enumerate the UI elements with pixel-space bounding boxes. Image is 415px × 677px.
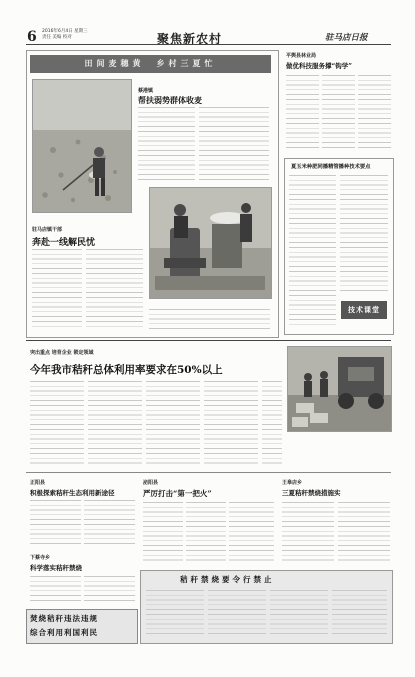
- main-body-5: [262, 381, 282, 465]
- bottom-rule: [26, 472, 391, 473]
- bottom-bar-body-2: [208, 590, 266, 638]
- story4-body-1: [30, 576, 81, 604]
- section-title: 聚焦新农村: [157, 32, 223, 46]
- feature-right-body-bottom: [149, 309, 270, 331]
- masthead-rule: [26, 44, 391, 45]
- slogan-line-1: 焚烧秸秆违法违规: [30, 614, 98, 623]
- right-col-headline: 做优科技服务撑“钩学”: [286, 62, 352, 70]
- right-col-body-1: [286, 75, 319, 151]
- feature-left-kicker: 驻马店镇干部: [32, 227, 63, 233]
- page-number: 6: [27, 29, 37, 45]
- photo-wheat-drying: [32, 79, 132, 213]
- feature-top-body-col1: [138, 107, 195, 183]
- photo-straw-baling: [287, 346, 392, 432]
- main-story-rule: [26, 340, 391, 341]
- main-story-headline: 今年我市秸秆总体利用率要求在50%以上: [30, 364, 223, 376]
- feature-top-headline: 帮扶弱势群体收麦: [138, 95, 202, 105]
- main-body-2: [88, 381, 142, 465]
- bottom-bar-body-1: [146, 590, 204, 638]
- right-col-body-3: [358, 75, 391, 151]
- story2-body-1: [143, 502, 183, 563]
- main-body-4: [204, 381, 258, 465]
- story4-headline: 科学落实秸秆禁烧: [30, 564, 82, 572]
- tech-box-body-1: [289, 175, 336, 327]
- bottom-bar-body-4: [332, 590, 387, 638]
- right-col-body-2: [322, 75, 355, 151]
- main-body-3: [146, 381, 200, 465]
- story3-body-1: [282, 502, 334, 563]
- editor-line: 责任 美编 校对: [42, 35, 72, 40]
- story1-kicker: 正阳县: [30, 480, 46, 486]
- straw-photo-caption: [287, 433, 390, 445]
- story3-kicker: 王皋店乡: [282, 480, 303, 486]
- story2-body-2: [186, 502, 226, 563]
- feature-left-body-col1: [32, 249, 82, 329]
- tech-box-title: 夏玉米种肥同播精管播种技术要点: [291, 164, 371, 170]
- story1-headline: 积极探索秸秆生态利用新途径: [30, 489, 115, 497]
- story3-headline: 三夏秸秆禁烧措施实: [282, 489, 341, 497]
- tech-class-label: 技术课堂: [341, 301, 387, 319]
- bottom-bar-body-3: [270, 590, 328, 638]
- feature-banner: 田间麦穗黄 乡村三夏忙: [30, 55, 271, 73]
- bottom-bar-headline: 秸秆禁烧要令行禁止: [180, 575, 275, 584]
- story2-body-3: [229, 502, 274, 563]
- story3-body-2: [338, 502, 390, 563]
- main-story-kicker: 突出重点 培育企业 锁定领域: [30, 350, 94, 356]
- feature-top-body-col2: [199, 107, 269, 183]
- story4-body-2: [84, 576, 135, 604]
- story2-kicker: 泌阳县: [143, 480, 159, 486]
- tech-box-body-2: [340, 175, 388, 295]
- photo-harvest: [149, 187, 272, 299]
- right-col-kicker: 平舆县林业局: [286, 53, 317, 59]
- feature-left-body-col2: [86, 249, 143, 329]
- harvest-caption: [149, 299, 270, 307]
- story1-body-1: [30, 500, 81, 548]
- story4-kicker: 下蔡寺乡: [30, 555, 51, 561]
- story2-headline: 严厉打击“第一把火”: [143, 489, 212, 498]
- feature-top-kicker: 蔡港镇: [138, 88, 154, 94]
- feature-left-headline: 奔赴一线解民忧: [32, 238, 96, 248]
- story1-body-2: [84, 500, 135, 548]
- slogan-line-2: 综合利用利国利民: [30, 628, 98, 637]
- issue-date: 2016年6月4日 星期三: [42, 29, 88, 34]
- paper-logo: 驻马店日报: [325, 33, 368, 43]
- main-body-1: [30, 381, 84, 465]
- photo-caption: [32, 213, 130, 222]
